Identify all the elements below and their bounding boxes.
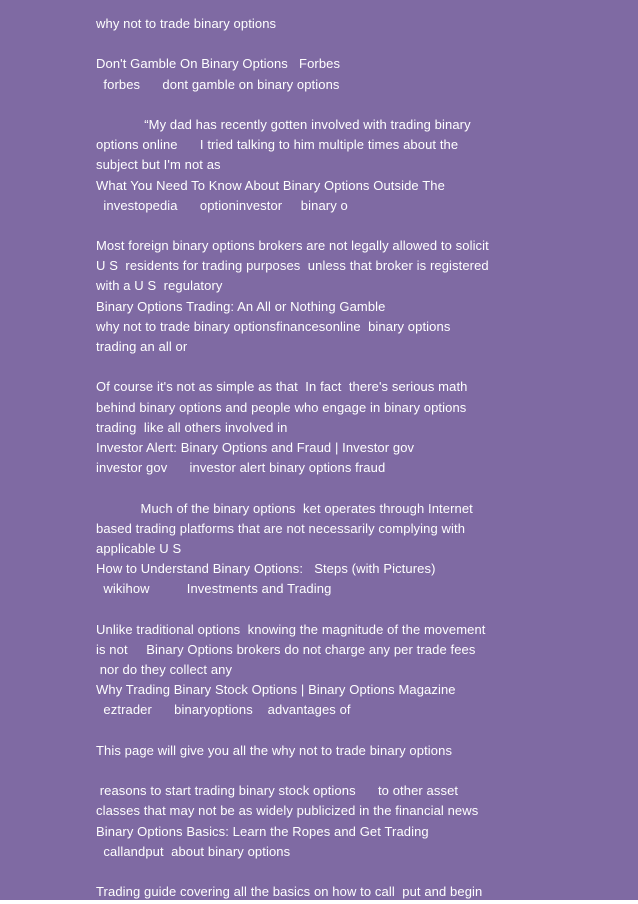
blank-line (96, 34, 636, 54)
text-line: Binary Options Trading: An All or Nothing Gamble (96, 298, 386, 314)
blank-line (96, 95, 636, 115)
text-line: why not to trade binary optionsfinancesonline binary options (96, 318, 451, 334)
text-line: trading an all or (96, 339, 188, 354)
text-line: why not to trade binary options (96, 16, 277, 31)
text-line: Don't Gamble On Binary Options Forbes (96, 56, 341, 72)
text-line: reasons to start trading binary stock options to other asset (96, 783, 459, 799)
text-line: callandput about binary options (96, 843, 291, 859)
text-line: How to Understand Binary Options: Steps (with Pictures) (96, 561, 436, 577)
text-line: classes that may not be as widely publicized in the financial news (96, 803, 479, 819)
text-line: “My dad has recently gotten involved with trading binary (96, 116, 471, 132)
text-line: Unlike traditional options knowing the magnitude of the movement (96, 621, 486, 637)
text-line: Trading guide covering all the basics on how to call put and begin (96, 884, 483, 900)
blank-line (96, 216, 636, 236)
blank-line (96, 357, 636, 377)
text-line: options online I tried talking to him multiple times about the (96, 137, 459, 153)
text-line: wikihow Investments and Trading (96, 581, 332, 597)
text-line: is not Binary Options brokers do not charge any per trade fees (96, 641, 476, 657)
text-line: Investor Alert: Binary Options and Fraud | Investor gov (96, 439, 415, 455)
text-line: This page will give you all the why not to trade binary options (96, 742, 453, 758)
blank-line (96, 761, 636, 781)
blank-line (96, 721, 636, 741)
text-line: What You Need To Know About Binary Options Outside The (96, 177, 445, 193)
text-line: forbes dont gamble on binary options (96, 76, 340, 92)
text-line: behind binary options and people who engage in binary options (96, 399, 467, 415)
text-line: U S residents for trading purposes unless that broker is registered (96, 258, 489, 274)
text-line: eztrader binaryoptions advantages of (96, 702, 351, 718)
blank-line (96, 478, 636, 498)
text-line: applicable U S (96, 540, 182, 556)
text-line: Much of the binary options ket operates through Internet (96, 500, 473, 516)
text-line: Why Trading Binary Stock Options | Binary Options Magazine (96, 682, 456, 698)
text-line: with a U S regulatory (96, 278, 223, 294)
text-line: nor do they collect any (96, 662, 233, 677)
text-line: Binary Options Basics: Learn the Ropes and Get Trading (96, 823, 429, 839)
document-text (96, 14, 636, 900)
text-line: investor gov investor alert binary options fraud (96, 460, 386, 476)
text-line: Of course it's not as simple as that In fact there's serious math (96, 379, 468, 395)
blank-line (96, 599, 636, 619)
text-line: Most foreign binary options brokers are not legally allowed to solicit (96, 238, 489, 254)
text-line: trading like all others involved in (96, 419, 288, 435)
text-line: investopedia optioninvestor binary o (96, 197, 348, 213)
blank-line (96, 862, 636, 882)
text-line: based trading platforms that are not necessarily complying with (96, 520, 466, 536)
text-line: subject but I'm not as (96, 157, 221, 173)
